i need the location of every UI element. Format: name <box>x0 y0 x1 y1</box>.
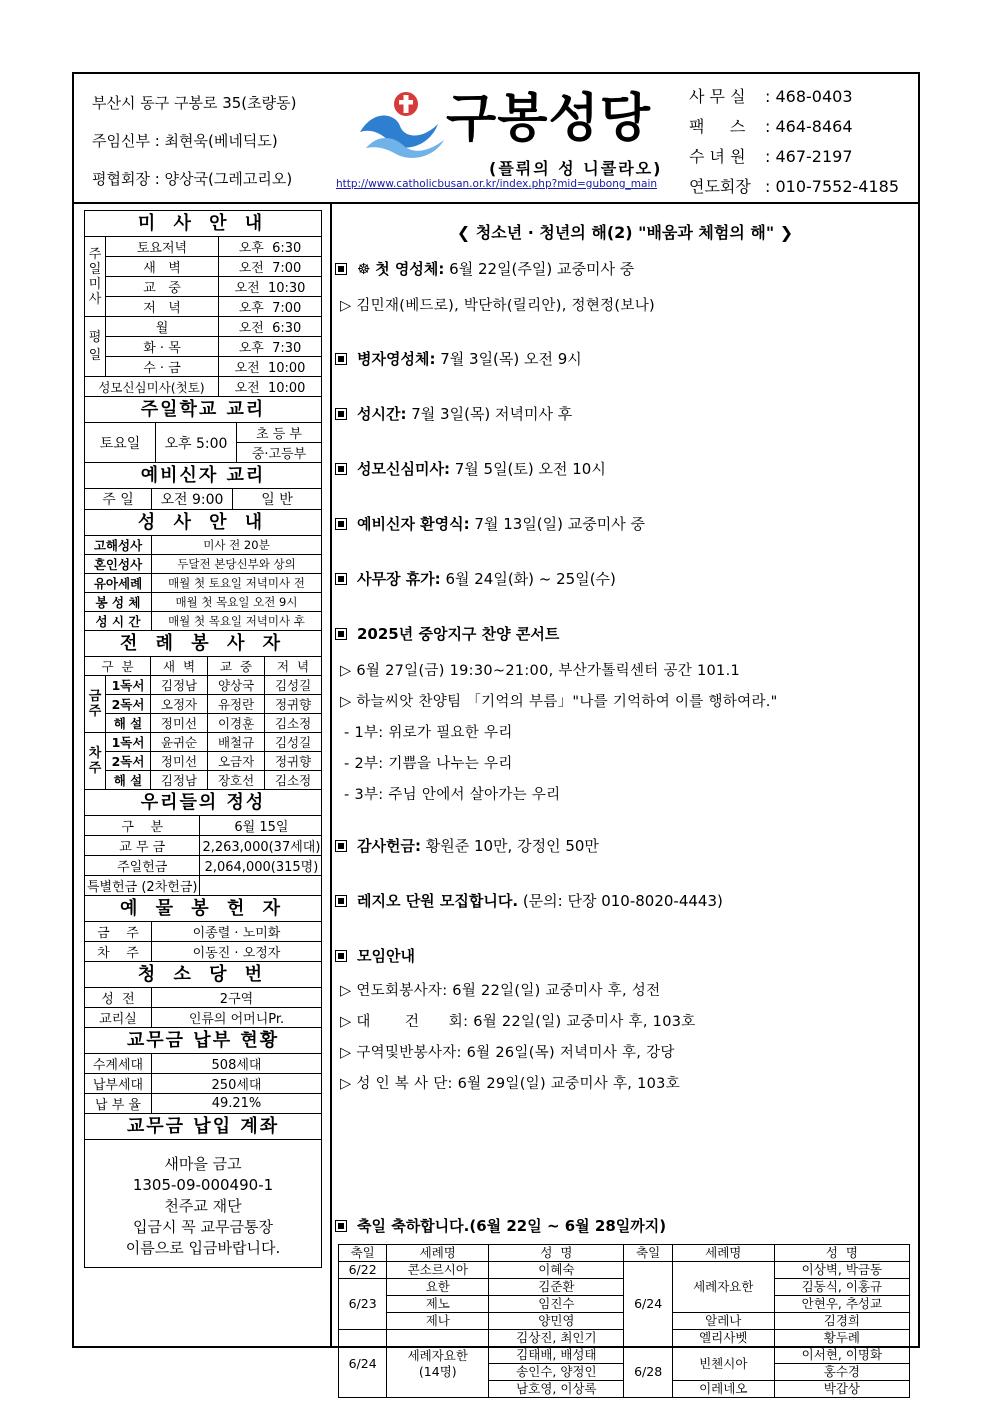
bday-names: 안현우, 추성교 <box>774 1296 909 1313</box>
bday-saint: 이레네오 <box>672 1381 774 1398</box>
bday-header: 성 명 <box>774 1245 909 1262</box>
sunday-school-group: 중·고등부 <box>237 443 322 463</box>
dues-value: 250세대 <box>152 1074 322 1094</box>
announcement-subline: ▷ 하늘씨앗 찬양팀 「기억의 부름」"나를 기억하여 이를 행하여라." <box>340 694 778 710</box>
bday-saint: 세례자요한 <box>672 1262 774 1313</box>
announcement-text: (문의: 단장 010-8020-4443) <box>518 892 723 910</box>
sunday-school-day: 토요일 <box>85 423 156 463</box>
mass-name: 월 <box>106 317 219 337</box>
church-logo-icon <box>356 88 448 160</box>
contact-value: : 468-0403 <box>765 87 853 106</box>
bullet-icon <box>335 518 347 530</box>
servers-header: 새 벽 <box>151 657 208 676</box>
announcement-item <box>332 258 918 279</box>
bday-saint: 제나 <box>387 1313 489 1330</box>
sacrament-table <box>85 536 321 631</box>
announcement-text: 7월 5일(토) 오전 10시 <box>449 460 606 478</box>
bday-header: 세례명 <box>387 1245 489 1262</box>
bday-saint: 콘소르시아 <box>387 1262 489 1279</box>
sacrament-name: 고해성사 <box>85 536 152 555</box>
announcement-text: 6월 24일(화) ~ 25일(수) <box>440 570 616 588</box>
church-title: 구봉성당 <box>446 89 651 149</box>
servers-role: 1독서 <box>106 676 151 695</box>
contact-row <box>689 84 853 107</box>
account-line: 1305-09-000490-1 <box>132 1176 274 1194</box>
servers-header: 저 녁 <box>265 657 321 676</box>
bullet-icon <box>335 573 347 585</box>
sacrament-name: 봉 성 체 <box>85 593 152 612</box>
servers-name: 오금자 <box>208 752 265 771</box>
servers-name: 정미선 <box>151 714 208 733</box>
bday-header: 축일 <box>339 1245 387 1262</box>
sacrament-desc: 두달전 본당신부와 상의 <box>152 555 322 574</box>
mass-name: 새 벽 <box>106 257 219 277</box>
mass-time: 오전 6:30 <box>219 317 322 337</box>
announcement-item <box>332 403 918 424</box>
sunday-school-group: 초 등 부 <box>237 423 322 443</box>
host-icon: ☸ <box>357 260 376 278</box>
servers-table <box>85 657 321 790</box>
servers-role: 1독서 <box>106 733 151 752</box>
contact-row <box>689 174 899 197</box>
sacrament-desc: 매월 첫 토요일 저녁미사 전 <box>152 574 322 593</box>
bullet-icon <box>335 263 347 275</box>
bday-saint: 엘리사벳 <box>672 1330 774 1347</box>
mass-time: 오전 7:00 <box>219 257 322 277</box>
servers-week-label: 차 주 <box>85 733 106 790</box>
dues-value: 49.21% <box>152 1094 322 1114</box>
mass-time: 오후 6:30 <box>219 237 322 257</box>
servers-week-label: 금 주 <box>85 676 106 733</box>
announcement-title: 감사헌금: <box>357 837 421 855</box>
servers-role: 해 설 <box>106 714 151 733</box>
servers-name: 양상국 <box>208 676 265 695</box>
servers-name: 오정자 <box>151 695 208 714</box>
bullet-icon <box>335 840 347 852</box>
offering-title: 우리들의 정성 <box>85 790 321 816</box>
bday-names: 홍수경 <box>774 1364 909 1381</box>
announcement-title: 성시간: <box>357 405 407 423</box>
sacrament-name: 유아세례 <box>85 574 152 593</box>
servers-name: 이경훈 <box>208 714 265 733</box>
offering-table <box>85 816 322 896</box>
contact-label: 팩 스 <box>689 117 746 136</box>
dues-label: 납부세대 <box>85 1074 152 1094</box>
bday-names: 이혜숙 <box>489 1262 624 1279</box>
mass-time: 오전 10:00 <box>219 377 322 397</box>
announcement-item <box>332 348 918 369</box>
dues-label: 납 부 율 <box>85 1094 152 1114</box>
announcement-subline: - 3부: 주님 안에서 살아가는 우리 <box>344 787 561 803</box>
announcement-subline: ▷ 대 건 회: 6월 22일(일) 교중미사 후, 103호 <box>340 1014 696 1030</box>
catechumen-table <box>85 489 321 510</box>
theme-heading: ❮ 청소년 · 청년의 해(2) "배움과 체험의 해" ❯ <box>456 223 794 242</box>
bday-names: 이상벽, 박금동 <box>774 1262 909 1279</box>
bday-names: 김동식, 이홍규 <box>774 1279 909 1296</box>
gift-table <box>85 922 321 962</box>
sacrament-desc: 매월 첫 목요일 저녁미사 후 <box>152 612 322 631</box>
offering-value: 6월 15일 <box>200 816 322 836</box>
contact-label: 연도회장 <box>689 177 751 196</box>
mass-name: 토요저녁 <box>106 237 219 257</box>
mass-name: 저 녁 <box>106 297 219 317</box>
dues-table <box>85 1054 321 1114</box>
servers-name: 김소정 <box>265 714 321 733</box>
announcement-subline: - 1부: 위로가 필요한 우리 <box>344 725 513 741</box>
mass-schedule-table <box>85 237 321 397</box>
bday-names: 이서현, 이명화 <box>774 1347 909 1364</box>
catechumen-group: 일 반 <box>233 489 322 510</box>
bullet-icon <box>335 895 347 907</box>
servers-name: 정귀향 <box>265 752 321 771</box>
pastor-name: 주임신부 : 최현욱(베네딕도) <box>92 132 278 150</box>
servers-name: 장호선 <box>208 771 265 790</box>
cleaning-value: 인류의 어머니Pr. <box>152 1008 322 1028</box>
servers-role: 해 설 <box>106 771 151 790</box>
announcement-item <box>332 568 918 589</box>
bday-date: 6/24 <box>624 1262 672 1347</box>
bullet-icon <box>335 408 347 420</box>
servers-name: 정귀향 <box>265 695 321 714</box>
announcement-subline: - 2부: 기쁨을 나누는 우리 <box>344 756 513 772</box>
dues-value: 508세대 <box>152 1054 322 1074</box>
bday-saint: 알레나 <box>672 1313 774 1330</box>
bday-names: 남호영, 이상록 <box>489 1381 624 1398</box>
servers-name: 유정란 <box>208 695 265 714</box>
servers-name: 윤귀순 <box>151 733 208 752</box>
servers-header: 구 분 <box>85 657 151 676</box>
servers-name: 김성길 <box>265 733 321 752</box>
announcement-text: 7월 3일(목) 저녁미사 후 <box>406 405 573 423</box>
bday-names: 김태배, 배성태 <box>489 1347 624 1364</box>
contact-value: : 010-7552-4185 <box>765 177 899 196</box>
weekday-mass-label: 평 일 <box>85 317 106 377</box>
bullet-icon <box>335 353 347 365</box>
sacrament-title: 성 사 안 내 <box>85 510 321 536</box>
gift-label: 차 주 <box>85 942 152 962</box>
bday-saint: 세례자요한 (14명) <box>387 1330 489 1398</box>
header <box>74 74 918 204</box>
bullet-icon <box>335 1220 347 1232</box>
bday-names: 김상진, 최인기 <box>489 1330 624 1347</box>
servers-role: 2독서 <box>106 695 151 714</box>
servers-name: 김성길 <box>265 676 321 695</box>
catechumen-title: 예비신자 교리 <box>85 463 321 489</box>
announcement-subline: ▷ 6월 27일(금) 19:30~21:00, 부산가톨릭센터 공간 101.1 <box>340 663 741 679</box>
cleaning-label: 성 전 <box>85 988 152 1008</box>
bday-date: 6/22 <box>339 1262 387 1279</box>
mass-time: 오전 10:30 <box>219 277 322 297</box>
bday-header: 성 명 <box>489 1245 624 1262</box>
servers-header: 교 중 <box>208 657 265 676</box>
gift-value: 이동진 · 오정자 <box>152 942 322 962</box>
mass-name: 교 중 <box>106 277 219 297</box>
bday-saint: 빈첸시아 <box>672 1347 774 1381</box>
servers-name: 배철규 <box>208 733 265 752</box>
announcement-title: 첫 영성체: <box>375 260 445 278</box>
catechumen-time: 오전 9:00 <box>152 489 233 510</box>
bday-names: 양민영 <box>489 1313 624 1330</box>
servers-name: 김정남 <box>151 771 208 790</box>
account-line: 천주교 재단 <box>164 1197 242 1215</box>
servers-title: 전 례 봉 사 자 <box>85 631 321 657</box>
announcement-title: 병자영성체: <box>357 350 436 368</box>
sunday-school-title: 주일학교 교리 <box>85 397 321 423</box>
offering-label: 특별헌금 (2차헌금) <box>85 876 200 896</box>
contact-value: : 464-8464 <box>765 117 853 136</box>
cleaning-label: 교리실 <box>85 1008 152 1028</box>
offering-label: 교 무 금 <box>85 836 200 856</box>
mass-name: 수 · 금 <box>106 357 219 377</box>
announcement-item <box>332 835 918 856</box>
servers-role: 2독서 <box>106 752 151 771</box>
bday-names: 임진수 <box>489 1296 624 1313</box>
cleaning-table <box>85 988 321 1028</box>
sunday-mass-label: 주 일 미 사 <box>85 237 106 317</box>
gift-value: 이종렬 · 노미화 <box>152 922 322 942</box>
sacrament-desc: 미사 전 20분 <box>152 536 322 555</box>
bullet-icon <box>335 950 347 962</box>
announcement-text: 황원준 10만, 강정인 50만 <box>420 837 599 855</box>
announcement-subline: ▷ 연도회봉사자: 6월 22일(일) 교중미사 후, 성전 <box>340 983 661 999</box>
bullet-icon <box>335 628 347 640</box>
announcement-title: 축일 축하합니다.(6월 22일 ~ 6월 28일까지) <box>357 1217 667 1235</box>
bday-saint: 제노 <box>387 1296 489 1313</box>
announcement-subline: ▷ 김민재(베드로), 박단하(릴리안), 정현정(보나) <box>340 298 655 314</box>
offering-value <box>200 876 322 896</box>
mass-name: 성모신심미사(첫토) <box>85 377 219 397</box>
gift-label: 금 주 <box>85 922 152 942</box>
account-line: 새마을 금고 <box>164 1155 242 1173</box>
mass-time: 오후 7:30 <box>219 337 322 357</box>
bday-names: 김경희 <box>774 1313 909 1330</box>
announcement-text: 7월 13일(일) 교중미사 중 <box>469 515 645 533</box>
account-line: 이름으로 입금바랍니다. <box>125 1239 281 1257</box>
announcement-item <box>332 1215 918 1236</box>
contact-row <box>689 114 853 137</box>
account-title: 교무금 납입 계좌 <box>85 1114 321 1140</box>
sunday-school-time: 오후 5:00 <box>156 423 237 463</box>
cleaning-value: 2구역 <box>152 988 322 1008</box>
bday-names: 송인수, 양정인 <box>489 1364 624 1381</box>
church-address: 부산시 동구 구봉로 35(초량동) <box>92 94 297 112</box>
cleaning-title: 청 소 당 번 <box>85 962 321 988</box>
bday-date: 6/23 <box>339 1279 387 1330</box>
offering-value: 2,064,000(315명) <box>200 856 322 876</box>
offering-label: 구 분 <box>85 816 200 836</box>
bday-names: 황두례 <box>774 1330 909 1347</box>
announcement-item <box>332 513 918 534</box>
catechumen-day: 주 일 <box>85 489 152 510</box>
announcement-text: 7월 3일(목) 오전 9시 <box>435 350 582 368</box>
announcement-subline: ▷ 구역및반봉사자: 6월 26일(목) 저녁미사 후, 강당 <box>340 1045 675 1061</box>
dues-label: 수계세대 <box>85 1054 152 1074</box>
sacrament-desc: 매월 첫 목요일 오전 9시 <box>152 593 322 612</box>
bday-date: 6/24 <box>339 1330 387 1398</box>
feast-day-table <box>338 1244 910 1398</box>
bday-header: 세례명 <box>672 1245 774 1262</box>
announcement-text: 6월 22일(주일) 교중미사 중 <box>444 260 635 278</box>
bday-saint: 요한 <box>387 1279 489 1296</box>
announcement-subline: ▷ 성 인 복 사 단: 6월 29일(일) 교중미사 후, 103호 <box>340 1076 680 1092</box>
mass-time: 오후 7:00 <box>219 297 322 317</box>
servers-name: 김정남 <box>151 676 208 695</box>
council-president: 평협회장 : 양상국(그레고리오) <box>92 170 293 188</box>
offering-label: 주일헌금 <box>85 856 200 876</box>
church-url-link[interactable]: http://www.catholicbusan.or.kr/index.php?mid=gubong_main <box>336 178 658 190</box>
announcement-title: 성모신심미사: <box>357 460 450 478</box>
mass-schedule-title: 미 사 안 내 <box>85 211 321 237</box>
announcement-title: 모임안내 <box>357 947 415 965</box>
church-patron: (플뤼의 성 니콜라오) <box>489 159 663 178</box>
account-line: 입금시 꼭 교무금통장 <box>133 1218 273 1236</box>
mass-time: 오전 10:00 <box>219 357 322 377</box>
announcement-title: 레지오 단원 모집합니다. <box>357 892 519 910</box>
sunday-school-table <box>85 423 321 463</box>
sacrament-name: 성 시 간 <box>85 612 152 631</box>
servers-name: 정미선 <box>151 752 208 771</box>
account-info <box>85 1140 321 1267</box>
bulletin-page <box>72 72 920 1396</box>
announcement-item <box>332 890 918 911</box>
info-box <box>84 210 322 1268</box>
announcement-title: 예비신자 환영식: <box>357 515 470 533</box>
dues-title: 교무금 납부 현황 <box>85 1028 321 1054</box>
bday-names: 김준환 <box>489 1279 624 1296</box>
contact-label: 사 무 실 <box>689 87 746 106</box>
announcement-item <box>332 458 918 479</box>
announcement-title: 2025년 중앙지구 찬양 콘서트 <box>357 625 560 643</box>
bday-date: 6/28 <box>624 1347 672 1398</box>
sacrament-name: 혼인성사 <box>85 555 152 574</box>
mass-name: 화 · 목 <box>106 337 219 357</box>
contact-row <box>689 144 853 167</box>
right-column <box>332 204 918 1396</box>
gift-title: 예 물 봉 헌 자 <box>85 896 321 922</box>
bullet-icon <box>335 463 347 475</box>
servers-name: 김소정 <box>265 771 321 790</box>
bday-header: 축일 <box>624 1245 672 1262</box>
bday-names: 박갑상 <box>774 1381 909 1398</box>
contact-label: 수 녀 원 <box>689 147 746 166</box>
offering-value: 2,263,000(37세대) <box>200 836 322 856</box>
announcement-item <box>332 623 918 644</box>
announcement-item <box>332 945 918 966</box>
announcement-title: 사무장 휴가: <box>357 570 441 588</box>
contact-value: : 467-2197 <box>765 147 853 166</box>
left-column <box>74 204 332 1346</box>
